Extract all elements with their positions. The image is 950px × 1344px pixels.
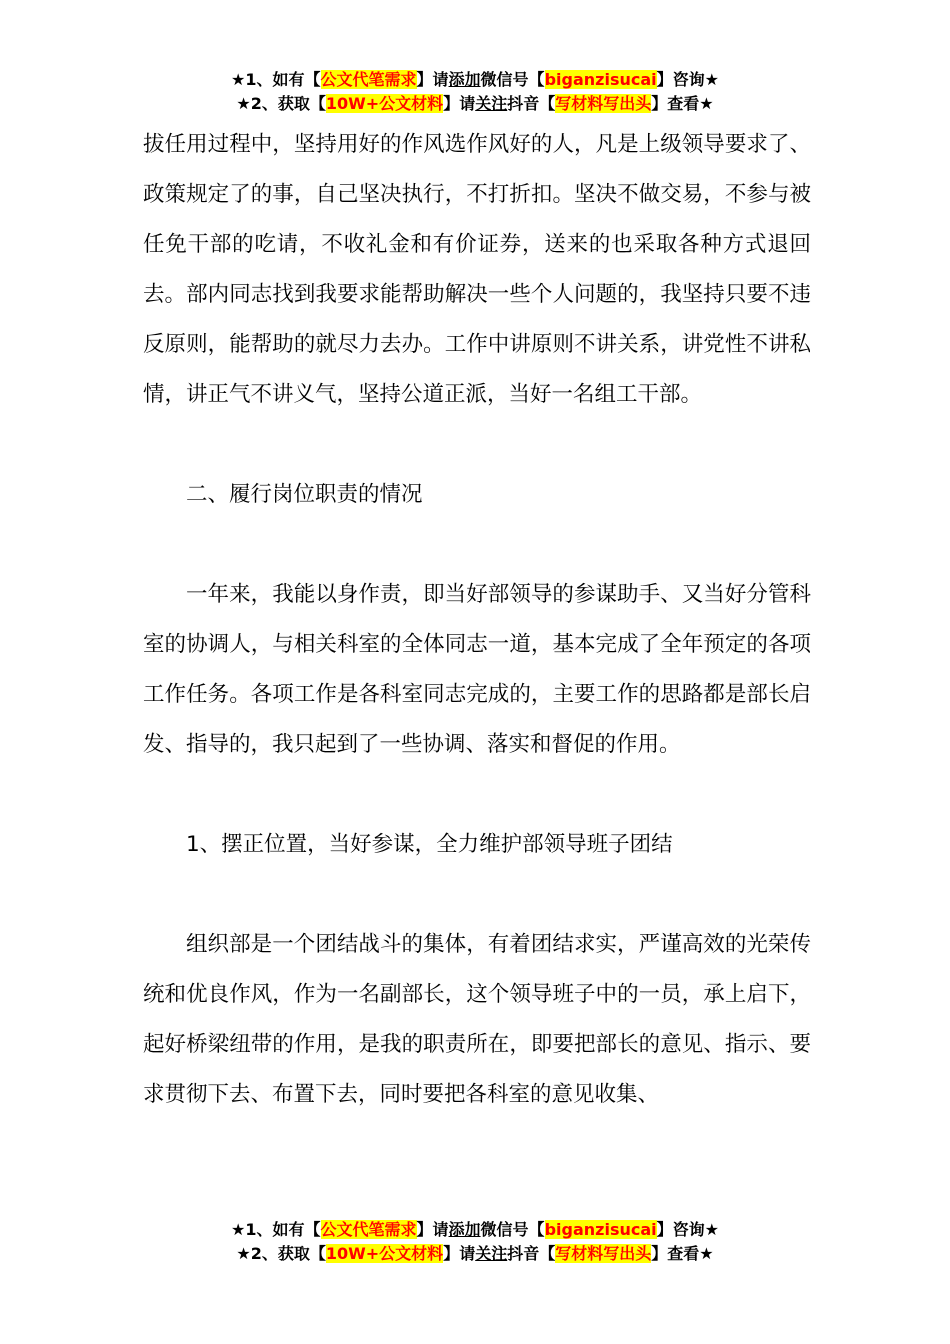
banner-underline: 关注 (475, 1244, 508, 1263)
paragraph: 一年来，我能以身作责，即当好部领导的参谋助手、又当好分管科室的协调人，与相关科室的全体同志一道，基本完成了全年预定的各项工作任务。各项工作是各科室同志完成的，主要工作的思路都是部长启发、指导的，我只起到了一些协调、落实和督促的作用。 (143, 582, 811, 757)
banner-text: 】请 (416, 1220, 449, 1239)
document-body (143, 120, 811, 1120)
banner-line-1 (0, 1218, 950, 1242)
banner-text: ★1、如有【 (231, 1220, 321, 1239)
banner-text: 】咨询★ (656, 1220, 719, 1239)
banner-text: 】查看★ (651, 1244, 714, 1263)
banner-text: 】请 (443, 94, 476, 113)
banner-highlight: 公文代笔需求 (320, 70, 417, 89)
banner-line-2 (0, 92, 950, 116)
banner-highlight: 写材料写出头 (555, 1244, 652, 1263)
banner-underline: 添加 (448, 70, 481, 89)
banner-line-2 (0, 1242, 950, 1266)
banner-underline: 关注 (475, 94, 508, 113)
banner-highlight: biganzisucai (544, 70, 657, 89)
banner-highlight: 10W+公文材料 (325, 1244, 444, 1263)
banner-highlight: 10W+公文材料 (325, 94, 444, 113)
banner-text: 微信号【 (480, 1220, 545, 1239)
banner-highlight: biganzisucai (544, 1220, 657, 1239)
banner-text: ★2、获取【 (236, 1244, 326, 1263)
paragraph-continued: 拔任用过程中，坚持用好的作风选作风好的人，凡是上级领导要求了、政策规定了的事，自己坚决执行，不打折扣。坚决不做交易，不参与被任免干部的吃请，不收礼金和有价证券，送来的也采取各种方式退回去。部内同志找到我要求能帮助解决一些个人问题的，我坚持只要不违反原则，能帮助的就尽力去办。工作中讲原则不讲关系，讲党性不讲私情，讲正气不讲义气，坚持公道正派，当好一名组工干部。 (143, 132, 811, 407)
banner-underline: 添加 (448, 1220, 481, 1239)
footer-banner (0, 1218, 950, 1266)
banner-text: 】查看★ (651, 94, 714, 113)
paragraph: 组织部是一个团结战斗的集体，有着团结求实，严谨高效的光荣传统和优良作风，作为一名副部长，这个领导班子中的一员，承上启下，起好桥梁纽带的作用，是我的职责所在，即要把部长的意见、指示、要求贯彻下去、布置下去，同时要把各科室的意见收集、 (143, 932, 811, 1107)
banner-line-1 (0, 68, 950, 92)
banner-text: 】请 (443, 1244, 476, 1263)
banner-highlight: 公文代笔需求 (320, 1220, 417, 1239)
banner-text: 微信号【 (480, 70, 545, 89)
banner-text: ★1、如有【 (231, 70, 321, 89)
subsection-heading: 1、摆正位置，当好参谋，全力维护部领导班子团结 (186, 832, 673, 857)
banner-highlight: 写材料写出头 (555, 94, 652, 113)
section-heading: 二、履行岗位职责的情况 (186, 482, 423, 507)
banner-text: ★2、获取【 (236, 94, 326, 113)
banner-text: 抖音【 (507, 1244, 556, 1263)
header-banner (0, 68, 950, 116)
banner-text: 抖音【 (507, 94, 556, 113)
banner-text: 】咨询★ (656, 70, 719, 89)
banner-text: 】请 (416, 70, 449, 89)
